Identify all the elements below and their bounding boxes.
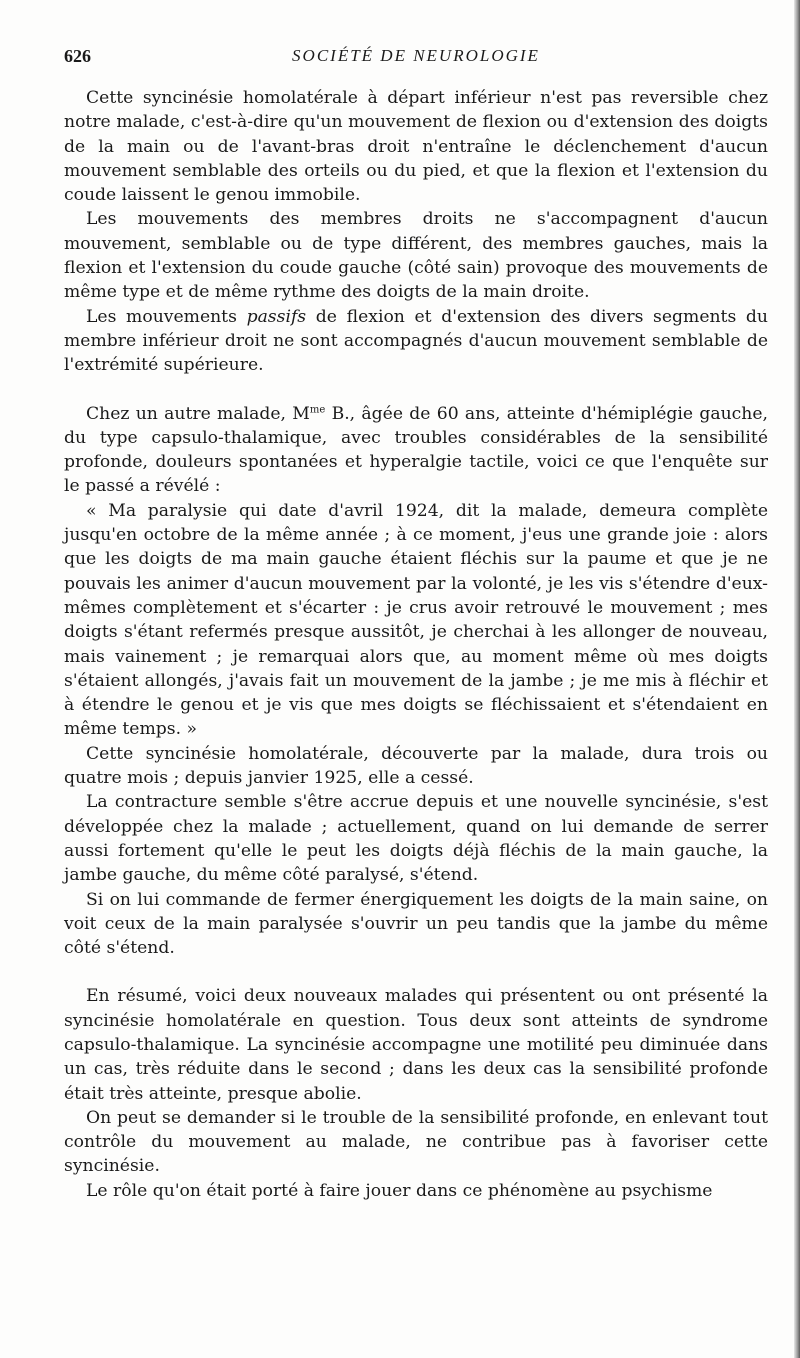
paragraph-3-rest: de flexion et d'extension des divers segments du membre inférieur droit ne sont accompagnés d'aucun mouvement semblable de l'extrémité supérieure. [64,306,769,376]
page-edge-shadow [794,0,800,1358]
paragraph-1: Cette syncinésie homolatérale à départ inférieur n'est pas reversible chez notre malade, c'est-à-dire qu'un mouvement de flexion ou d'extension des doigts de la main ou de l'avant-bras droit n'entraîne le déclenchement d'aucun mouvement semblable des orteils ou du pied, et que la flexion et l'extension du coude laissent le genou immobile. [64,88,768,206]
paragraph-6: Cette syncinésie homolatérale, découverte par la malade, dura trois ou quatre mois ; depuis janvier 1925, elle a cessé. [64,743,768,789]
article-body [64,86,768,1203]
paragraph-3-space [306,307,316,327]
page-number: 626 [64,46,91,66]
mme-superscript: me [309,403,326,415]
paragraph-4-lead: Chez un autre malade, M [86,403,310,424]
paragraph-8: Si on lui commande de fermer énergiquement les doigts de la main saine, on voit ceux de la main paralysée s'ouvrir un peu tandis que la jambe du même côté s'étend. [64,889,768,959]
page-header [64,46,768,74]
paragraph-10: On peut se demander si le trouble de la sensibilité profonde, en enlevant tout contrôle du mouvement au malade, ne contribue pas à favoriser cette syncinésie. [64,1107,768,1177]
paragraph-summary: En résumé, voici deux nouveaux malades qui présentent ou ont présenté la syncinésie homolatérale en question. Tous deux sont atteints de syndrome capsulo-thalamique. La syncinésie accompagne une motilité peu diminuée dans un cas, très réduite dans le second ; dans les deux cas la sensibilité profonde était très atteinte, presque abolie. [64,986,768,1104]
paragraph-3 [64,305,768,378]
paragraph-4-rest: , âgée de 60 ans, atteinte d'hémiplégie gauche, du type capsulo-thalamique, avec troubles considérables de la sensibilité profonde, douleurs spontanées et hyperalgie tactile, voici ce que l'enquête sur le passé a révélé : [64,403,769,497]
paragraph-quote: « Ma paralysie qui date d'avril 1924, dit la malade, demeura complète jusqu'en octobre de la même année ; à ce moment, j'eus une grande joie : alors que les doigts de ma main gauche étaient fléchis sur la paume et que je ne pouvais les animer d'aucun mouvement par la volonté, je les vis s'étendre d'eux-mêmes complètement et s'écarter : je crus avoir retrouvé le mouvement ; mes doigts s'étant refermés presque aussitôt, je cherchai à les allonger de nouveau, mais vainement ; je remarquai alors que, au moment même où mes doigts s'étaient allongés, j'avais fait un mouvement de la jambe ; je me mis à fléchir et à étendre le genou et je vis que mes doigts se fléchissaient et s'étendaient en même temps. » [64,500,768,740]
paragraph-2: Les mouvements des membres droits ne s'accompagnent d'aucun mouvement, semblable ou de type différent, des membres gauches, mais la flexion et l'extension du coude gauche (côté sain) provoque des mouvements de même type et de même rythme des doigts de la main droite. [64,209,768,303]
emphasis-passifs: passifs [246,306,307,327]
paragraph-3-lead: Les mouvements [86,306,247,327]
running-title: SOCIÉTÉ DE NEUROLOGIE [292,46,540,65]
paragraph-4 [64,402,768,499]
patient-name: B. [325,403,350,424]
paragraph-11: Le rôle qu'on était porté à faire jouer dans ce phénomène au psychisme [86,1180,713,1201]
paragraph-7: La contracture semble s'être accrue depuis et une nouvelle syncinésie, s'est développée chez la malade ; actuellement, quand on lui demande de serrer aussi fortement qu'elle le peut les doigts déjà fléchis de la main gauche, la jambe gauche, du même côté paralysé, s'étend. [64,792,768,886]
